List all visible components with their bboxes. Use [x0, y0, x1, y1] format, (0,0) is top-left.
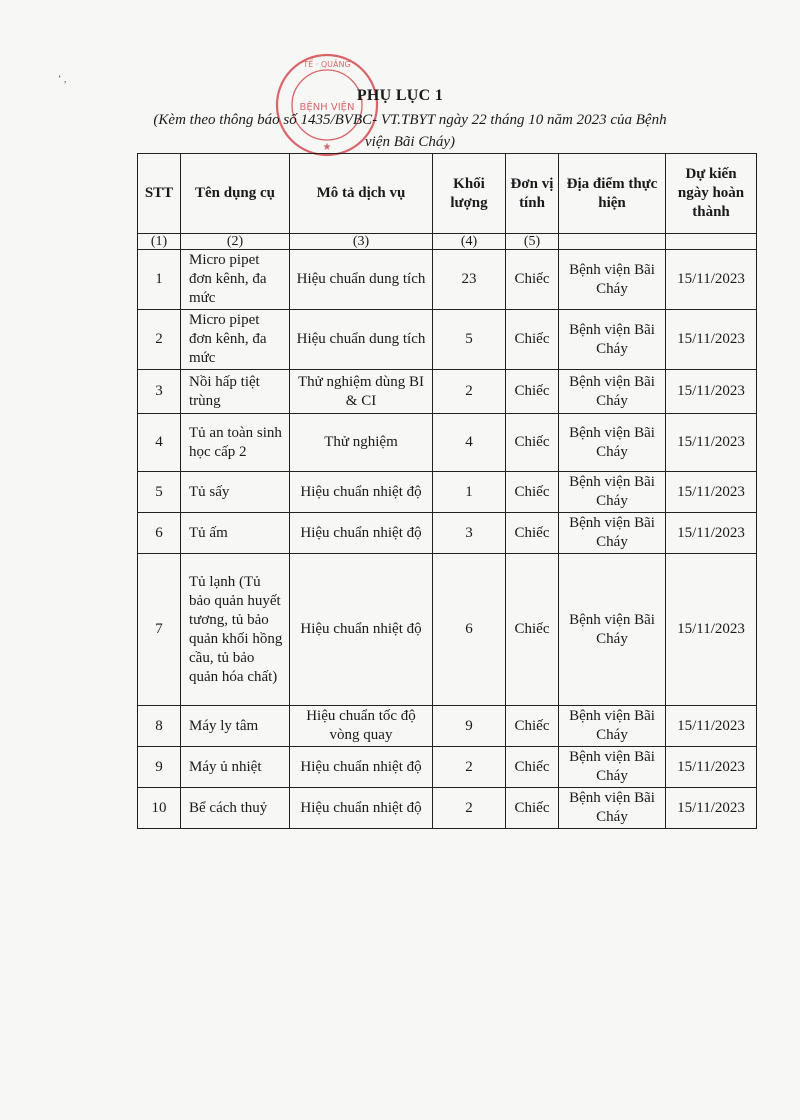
- cell-date: 15/11/2023: [666, 370, 757, 414]
- cell-service: Hiệu chuẩn nhiệt độ: [290, 554, 433, 706]
- cell-place: Bệnh viện Bãi Cháy: [559, 472, 666, 513]
- cell-name: Tủ an toàn sinh học cấp 2: [181, 414, 290, 472]
- numbering-cell: (5): [506, 234, 559, 250]
- numbering-cell: (4): [433, 234, 506, 250]
- cell-unit: Chiếc: [506, 788, 559, 829]
- header-date: Dự kiến ngày hoàn thành: [666, 154, 757, 234]
- table-header-row: [138, 154, 757, 234]
- cell-qty: 23: [433, 250, 506, 310]
- cell-unit: Chiếc: [506, 706, 559, 747]
- cell-name: Tủ ấm: [181, 513, 290, 554]
- page-title: PHỤ LỤC 1: [356, 87, 444, 104]
- cell-stt: 5: [138, 472, 181, 513]
- header-stt: STT: [138, 154, 181, 234]
- cell-unit: Chiếc: [506, 554, 559, 706]
- table-row: [138, 513, 757, 554]
- cell-stt: 3: [138, 370, 181, 414]
- cell-qty: 4: [433, 414, 506, 472]
- table-row: [138, 414, 757, 472]
- numbering-cell: (2): [181, 234, 290, 250]
- cell-date: 15/11/2023: [666, 513, 757, 554]
- header-name: Tên dụng cụ: [181, 154, 290, 234]
- scan-mark: ‘ ,: [58, 74, 67, 85]
- cell-date: 15/11/2023: [666, 747, 757, 788]
- cell-name: Micro pipet đơn kênh, đa mức: [181, 310, 290, 370]
- cell-unit: Chiếc: [506, 472, 559, 513]
- table-row: [138, 472, 757, 513]
- table-row: [138, 747, 757, 788]
- stamp-center-text: BỆNH VIỆN: [299, 102, 355, 113]
- cell-stt: 2: [138, 310, 181, 370]
- cell-qty: 2: [433, 788, 506, 829]
- cell-name: Máy ủ nhiệt: [181, 747, 290, 788]
- table-row: [138, 370, 757, 414]
- cell-name: Máy ly tâm: [181, 706, 290, 747]
- cell-unit: Chiếc: [506, 414, 559, 472]
- cell-name: Tủ lạnh (Tủ bảo quản huyết tương, tủ bảo quản khối hồng cầu, tủ bảo quản hóa chất): [181, 554, 290, 706]
- cell-place: Bệnh viện Bãi Cháy: [559, 370, 666, 414]
- cell-name: Micro pipet đơn kênh, đa mức: [181, 250, 290, 310]
- cell-date: 15/11/2023: [666, 706, 757, 747]
- cell-stt: 9: [138, 747, 181, 788]
- cell-place: Bệnh viện Bãi Cháy: [559, 513, 666, 554]
- cell-qty: 2: [433, 747, 506, 788]
- table-row: [138, 310, 757, 370]
- cell-stt: 10: [138, 788, 181, 829]
- cell-unit: Chiếc: [506, 747, 559, 788]
- cell-service: Hiệu chuẩn nhiệt độ: [290, 747, 433, 788]
- cell-service: Hiệu chuẩn nhiệt độ: [290, 788, 433, 829]
- cell-place: Bệnh viện Bãi Cháy: [559, 747, 666, 788]
- cell-service: Hiệu chuẩn dung tích: [290, 250, 433, 310]
- table-row: [138, 706, 757, 747]
- numbering-row: [138, 234, 757, 250]
- header-unit: Đơn vị tính: [506, 154, 559, 234]
- cell-service: Thử nghiệm: [290, 414, 433, 472]
- cell-name: Nồi hấp tiệt trùng: [181, 370, 290, 414]
- numbering-cell: (1): [138, 234, 181, 250]
- cell-place: Bệnh viện Bãi Cháy: [559, 554, 666, 706]
- cell-date: 15/11/2023: [666, 250, 757, 310]
- cell-place: Bệnh viện Bãi Cháy: [559, 706, 666, 747]
- cell-service: Hiệu chuẩn nhiệt độ: [290, 513, 433, 554]
- cell-qty: 2: [433, 370, 506, 414]
- cell-date: 15/11/2023: [666, 472, 757, 513]
- cell-unit: Chiếc: [506, 310, 559, 370]
- cell-name: Bể cách thuỷ: [181, 788, 290, 829]
- cell-service: Hiệu chuẩn dung tích: [290, 310, 433, 370]
- cell-qty: 9: [433, 706, 506, 747]
- cell-place: Bệnh viện Bãi Cháy: [559, 414, 666, 472]
- cell-stt: 7: [138, 554, 181, 706]
- header-place: Địa điểm thực hiện: [559, 154, 666, 234]
- cell-date: 15/11/2023: [666, 310, 757, 370]
- page-subtitle: (Kèm theo thông báo số 1435/BVBC- VT.TBYT ngày 22 tháng 10 năm 2023 của Bệnh viện Bãi Cháy): [153, 112, 667, 150]
- header-qty: Khối lượng: [433, 154, 506, 234]
- table-row: [138, 788, 757, 829]
- numbering-cell: [559, 234, 666, 250]
- cell-unit: Chiếc: [506, 250, 559, 310]
- cell-place: Bệnh viện Bãi Cháy: [559, 310, 666, 370]
- cell-stt: 1: [138, 250, 181, 310]
- numbering-cell: [666, 234, 757, 250]
- cell-service: Hiệu chuẩn nhiệt độ: [290, 472, 433, 513]
- cell-unit: Chiếc: [506, 370, 559, 414]
- cell-service: Hiệu chuẩn tốc độ vòng quay: [290, 706, 433, 747]
- cell-qty: 3: [433, 513, 506, 554]
- table-row: [138, 554, 757, 706]
- numbering-cell: (3): [290, 234, 433, 250]
- cell-date: 15/11/2023: [666, 788, 757, 829]
- cell-stt: 6: [138, 513, 181, 554]
- cell-qty: 1: [433, 472, 506, 513]
- cell-name: Tủ sấy: [181, 472, 290, 513]
- cell-unit: Chiếc: [506, 513, 559, 554]
- cell-date: 15/11/2023: [666, 414, 757, 472]
- cell-qty: 6: [433, 554, 506, 706]
- cell-stt: 4: [138, 414, 181, 472]
- cell-place: Bệnh viện Bãi Cháy: [559, 250, 666, 310]
- cell-date: 15/11/2023: [666, 554, 757, 706]
- svg-text:★: ★: [322, 142, 332, 153]
- header-service: Mô tả dịch vụ: [290, 154, 433, 234]
- table-row: [138, 250, 757, 310]
- cell-service: Thử nghiệm dùng BI & CI: [290, 370, 433, 414]
- cell-qty: 5: [433, 310, 506, 370]
- equipment-table: [137, 153, 757, 829]
- cell-stt: 8: [138, 706, 181, 747]
- cell-place: Bệnh viện Bãi Cháy: [559, 788, 666, 829]
- stamp-top-text: TẾ · QUẢNG: [303, 60, 351, 69]
